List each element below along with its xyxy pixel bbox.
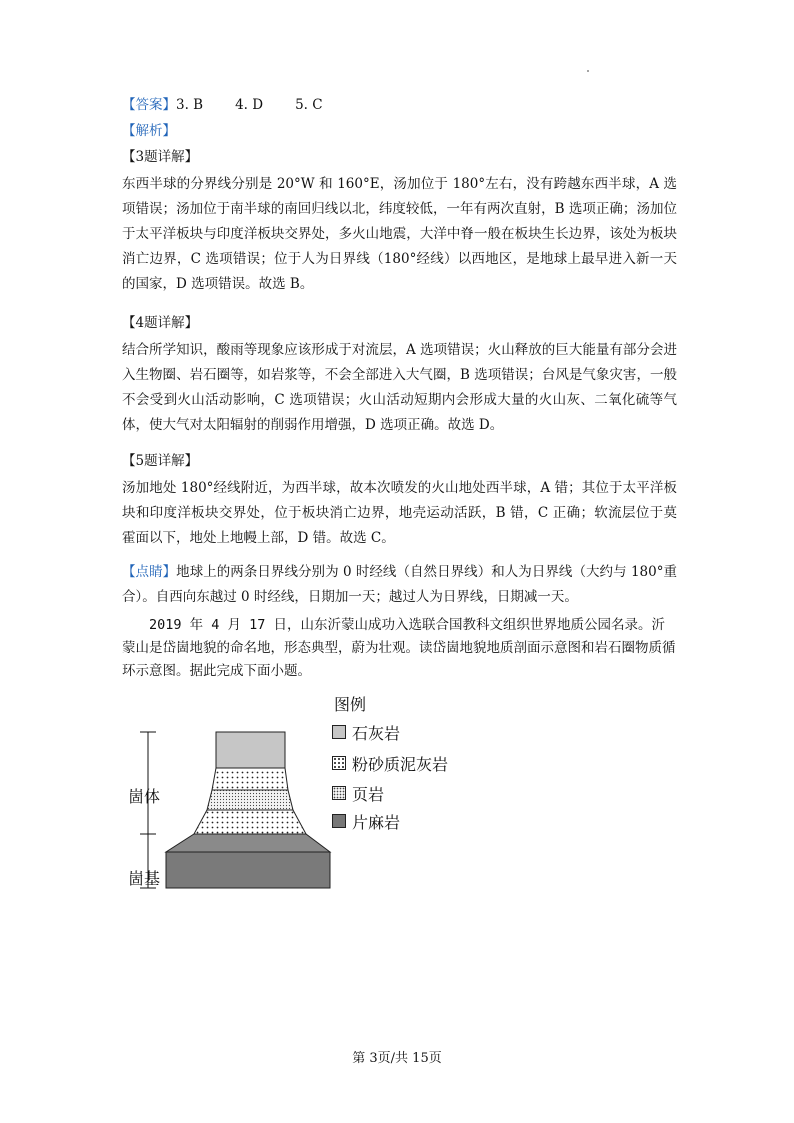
legend-label: 粉砂质泥灰岩	[352, 754, 449, 774]
legend-item-silty-marl	[332, 752, 448, 774]
silty-marl-swatch	[332, 756, 346, 770]
q3-body: 东西半球的分界线分别是 20°W 和 160°E，汤加位于 180°左右，没有跨越东西半球，A 选项错误；汤加位于南半球的南回归线以北，纬度较低，一年有两次直射，B 选项正确；汤加位于太平洋板块与印度洋板块交界处，多火山地震，大洋中脊一般在板块生长边界，该处为板块消亡边界，C 选项错误；位于人为日界线（180°经线）以西地区，是地球上最早进入新一天的国家，D 选项错误。故选 B。	[122, 176, 677, 292]
scan-dot	[587, 70, 589, 72]
analysis-label: 【解析】	[122, 123, 176, 139]
answer-item-3: 3. B	[176, 97, 204, 113]
legend-item-gneiss	[332, 810, 400, 832]
limestone-cap	[216, 732, 285, 768]
legend-item-limestone	[332, 721, 400, 743]
silty-marl-layer-lower	[194, 810, 306, 834]
question-intro: 2019 年 4 月 17 日，山东沂蒙山成功入选联合国教科文组织世界地质公园名录。沂蒙山是岱崮地貌的命名地，形态典型，蔚为壮观。读岱崮地貌地质剖面示意图和岩石圈物质循环示意图。据此完成下面小题。	[122, 617, 676, 679]
legend-title: 图例	[334, 695, 367, 714]
label-gu-body: 崮体	[128, 787, 161, 806]
gneiss-swatch	[332, 814, 346, 828]
q4-header: 【4题详解】	[122, 315, 199, 331]
limestone-swatch	[332, 725, 346, 739]
q5-body: 汤加地处 180°经线附近，为西半球，故本次喷发的火山地处西半球，A 错；其位于太平洋板块和印度洋板块交界处，位于板块消亡边界，地壳运动活跃，B 错，C 正确；软流层位于莫霍面以下，地处上地幔上部，D 错。故选 C。	[122, 480, 677, 546]
answer-item-4: 4. D	[235, 97, 264, 113]
silty-marl-layer-upper	[212, 768, 288, 790]
gneiss-base-top	[166, 834, 330, 852]
tip-block	[122, 560, 677, 610]
answer-label: 【答案】	[122, 97, 176, 113]
q5-header: 【5题详解】	[122, 453, 199, 469]
tip-label: 【点睛】	[122, 564, 177, 580]
label-gu-base: 崮基	[128, 869, 161, 888]
answer-item-5: 5. C	[295, 97, 323, 113]
q3-header: 【3题详解】	[122, 149, 199, 165]
q4-body: 结合所学知识，酸雨等现象应该形成于对流层，A 选项错误；火山释放的巨大能量有部分会进入生物圈、岩石圈等，如岩浆等，不会全部进入大气圈，B 选项错误；台风是气象灾害，一般不会受到火山活动影响，C 选项错误；火山活动短期内会形成大量的火山灰、二氧化硫等气体，使大气对太阳辐射的削弱作用增强，D 选项正确。故选 D。	[122, 342, 677, 433]
legend-label: 页岩	[352, 784, 385, 804]
gneiss-base-block	[166, 852, 330, 888]
page-footer: 第 3页/共 15页	[352, 1051, 442, 1066]
shale-swatch	[332, 786, 346, 800]
shale-layer	[207, 790, 293, 810]
legend-label: 石灰岩	[352, 723, 401, 743]
answer-line	[122, 96, 682, 115]
legend-label: 片麻岩	[352, 812, 401, 832]
legend-item-shale	[332, 782, 384, 804]
tip-body: 地球上的两条日界线分别为 0 时经线（自然日界线）和人为日界线（大约与 180°重合）。自西向东越过 0 时经线，日期加一天；越过人为日界线，日期减一天。	[122, 564, 677, 605]
